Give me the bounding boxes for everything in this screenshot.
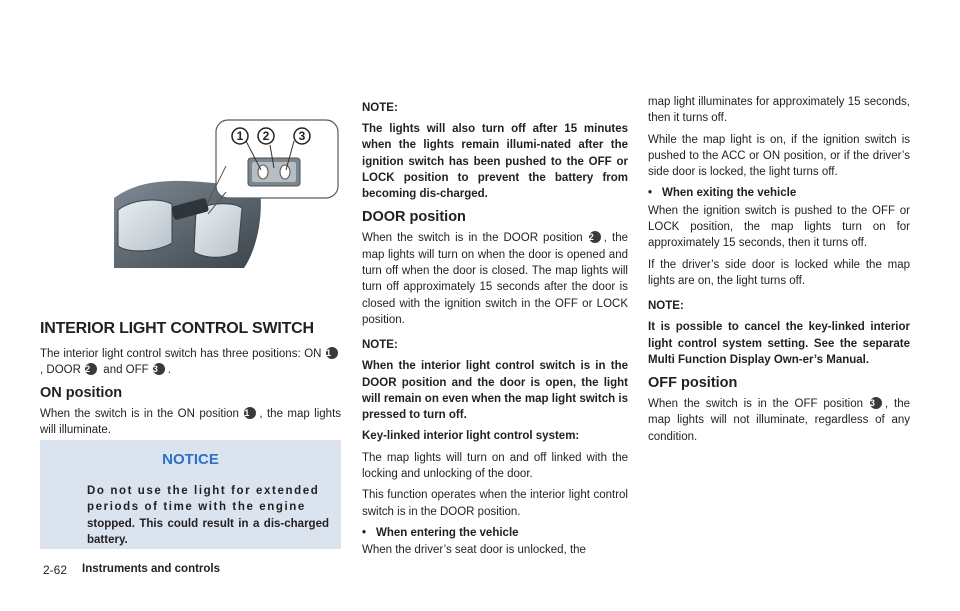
notice-line-2: periods of time with the engine [87,501,306,514]
left-column [40,346,341,379]
notice-box [40,440,341,549]
callout-1: 1 [236,129,244,143]
callout-2: 2 [262,129,270,143]
section-heading: INTERIOR LIGHT CONTROL SWITCH [40,320,314,337]
intro-text-d: . [167,364,172,377]
number-2-icon: 2 [589,231,601,243]
on-position-block [40,406,341,439]
on-text-b: , the map lights will illuminate. [40,408,342,437]
note-label: NOTE: [362,339,398,352]
bullet-icon: • [648,187,653,200]
off-text-b: , the map lights will not illuminate, regardless of any condition. [648,398,910,443]
notice-title: NOTICE [162,451,219,468]
intro-text-b: , DOOR [40,364,81,377]
bullet-exiting-label: When exiting the vehicle [662,187,797,200]
note-label: NOTE: [362,102,398,114]
note-battery-text: The lights will also turn off after 15 minutes when the lights remain illumi-nated after the ignition switch has been pushed to the OFF or LOCK position to prevent the battery from becoming dis-charged. [362,123,628,201]
number-1-icon: 1 [244,407,256,419]
door-text-a: When the switch is in the DOOR position [362,232,583,245]
callout-3: 3 [298,129,306,143]
note-label: NOTE: [648,300,684,313]
map-light-illustration-svg [114,118,340,268]
middle-column [362,100,628,559]
number-1-icon: 1 [326,347,338,359]
number-3-icon: 3 [153,363,165,375]
door-locked-text: If the driver’s side door is locked while the map lights are on, the light turns off. [648,258,910,287]
key-linked-heading: Key-linked interior light control system: [362,430,580,443]
bullet-entering [362,525,628,541]
bullet-entering-label: When entering the vehicle [376,526,519,539]
on-position-heading: ON position [40,385,123,401]
door-position-heading: DOOR position [362,209,466,226]
intro-text-a: The interior light control switch has three positions: ON [40,348,322,360]
number-3-icon: 3 [870,397,882,409]
intro-text-c: and OFF [103,364,149,377]
bullet-icon: • [362,526,367,539]
notice-line-1: Do not use the light for extended [87,485,320,497]
notice-text [87,483,329,548]
bullet-exiting [648,185,910,201]
intro-paragraph [40,346,341,379]
continued-text: map light illuminates for approximately 15 seconds, then it turns off. [648,96,910,125]
door-position-text [362,230,628,328]
off-position-text [648,396,910,445]
number-2-icon: 2 [85,363,97,375]
exiting-text: When the ignition switch is pushed to the OFF or LOCK position, the map lights turn on for approximately 15 seconds, then it turns off. [648,204,910,250]
right-column [648,94,910,445]
on-position-text [40,406,341,439]
key-linked-text-1: The map lights will turn on and off linked with the locking and unlocking of the door. [362,451,628,481]
door-text-b: , the map lights will turn on when the door is opened and turn off when the door is closed. The map lights will turn off approximately 15 seconds after the door is closed with the ignition switch in the OFF or LOCK position. [362,232,628,326]
entering-text: When the driver’s seat door is unlocked, the [362,544,586,557]
note-cancel-text: It is possible to cancel the key-linked interior light control system setting. See the separate Multi Function Display Own-er’s Manual. [648,321,910,366]
page-number: 2-62 [43,563,68,577]
on-text-a: When the switch is in the ON position [40,408,239,420]
off-position-heading: OFF position [648,375,738,392]
key-linked-text-2: This function operates when the interior light control switch is in the DOOR position. [362,489,628,518]
interior-light-switch-illustration [114,118,340,268]
note-door-open-text: When the interior light control switch is in the DOOR position and the door is open, the light will remain on even when the map light switch is pressed to turn off. [362,360,628,422]
notice-line-rest: stopped. This could result in a dis-charged battery. [87,517,329,546]
map-light-on-text: While the map light is on, if the ignition switch is pushed to the ACC or ON position, or if the driver’s side door is locked, the light turns off. [648,133,910,179]
section-title: Instruments and controls [82,563,221,575]
off-text-a: When the switch is in the OFF position [648,398,864,411]
